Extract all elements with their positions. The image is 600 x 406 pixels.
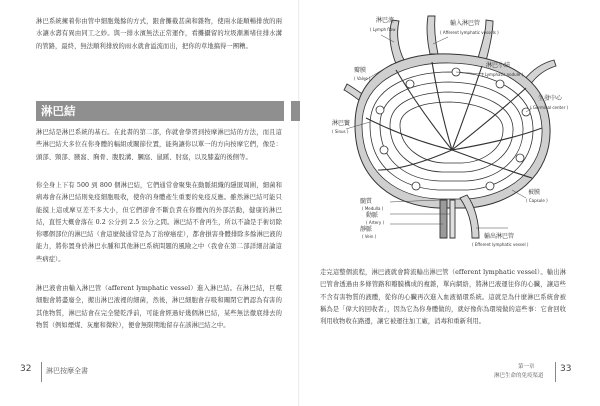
lymph-node-diagram [300,0,600,250]
label-valve: 瓣膜 [354,67,367,74]
label-sinus-en: ( Sinus ) [332,129,349,134]
cortex-pattern [362,63,542,199]
section-heading-bar [36,101,284,121]
label-lymph-flow: 淋巴流 [376,17,395,24]
label-artery: 動脈 [366,212,379,219]
right-body-paragraph: 走完這整個流程，淋巴液就會跨流輸出淋巴管（efferent lymphatic vessel）。輸出淋巴管會透過由多條管路和瓣膜構成的複雜，單向網絡，將淋巴液運往你的心臟，讓這些不含有害物質的液體，從你的心臟再次進入血液循環系統。這就是為什麼淋巴系統會被稱為是「偉大的回收者」，因為它為你身體做的，就好像你為環境做的這些事：它會回收利用收物收在路邊，讓它被運往加工廠，消毒和重新利用。 [320,269,566,326]
footer-divider-right [555,362,556,382]
label-lymph-nodule-en: ( Lymphatic nodule ) [482,72,524,77]
label-valve-en: ( Valve ) [354,76,371,81]
page-number-left: 32 [20,364,32,374]
label-efferent: 輸出淋巴管 [484,233,515,240]
footer-divider [41,362,42,382]
body-paragraph-2: 你全身上下有 500 到 800 個淋巴結，它們通常會聚集在動脈組織的隱匿周圍，細菌和病毒會在淋巴結則免疫細胞吸收，使你的身體產生重要的免疫反應。雖然淋巴結可能只能摸上這或摩豆差不多大小，但它們卻會不斷負責在你體內的外部活動，健康的淋巴結，直徑大概會落在 0.2 公分到 2.5 公分之間。淋巴結不會再生，所以不論是手術切除你哪個部位的淋巴結（會這麼做通常是為了治療癌症），都會損害身體排除多餘淋巴液的能力，將你置身於淋巴水腫和其他淋巴系統問題的風險之中（我會在第二部詳細討論這些病症）。 [36,182,282,263]
page-number-right: 33 [560,364,572,374]
label-capsule-en: ( Capsule ) [526,198,548,203]
label-lymph-nodule: 淋巴小結 [486,62,511,69]
label-lymph-flow-en: ( Lymph flow ) [370,27,399,32]
intro-paragraph: 淋巴系統擁着你由管中細胞幾餘的方式，跟會攤截甚菌和雜物，使兩水能順暢排放的兩水讓水壽有異由同工之妙。與一排水濱無法正常運作，看攤攝留的垃圾漸漸堵住排水溝的管路，最終，無法順利排放的雨水就會溢流而出，把你的草地搞得一團糟。 [36,18,282,50]
label-germinal-en: ( Germinal center ) [530,105,569,110]
body-paragraph-1: 淋巴結是淋巴系統的基石。在此書的第二部，你就會學習到按摩淋巴結的方法，而且這些淋巴結大多位在你身體的幅組或關節位置，能夠讓你以單一的方向按摩它們，像是：頭部、頸部、腋窩、胸骨、腹股溝、膕窩、鼠蹊、肘窩，以及膝蓋的後側等。 [36,129,282,161]
label-artery-en: ( Artery ) [366,220,385,225]
label-efferent-en: ( Efferent lymphatic vessel ) [472,242,529,247]
label-sinus: 淋巴竇 [332,120,351,127]
right-page [300,0,600,406]
chapter-line-2: 淋巴生命的免疫渠道 [494,373,544,379]
body-paragraph-3: 淋巴液會由輸入淋巴管（afferent lymphatic vessel）進入淋巴結。在淋巴結，巨噬細胞會將盡廢全，搬出淋巴液裡的細菌，然後，淋巴細胞會存吸和關閉它們認為有害的其他物質，淋巴結會在完全變乾淨前，可能會經過好幾個淋巴結，某些無法徹底排去的物質（例如煙煤、灰塵和微粒），便會無限期地留存在該淋巴結之中。 [36,285,282,329]
label-vein: 靜脈 [360,226,373,233]
label-capsule: 被膜 [528,189,541,196]
label-afferent: 輸入淋巴管 [450,20,481,27]
label-medulla: 髓質 [360,198,373,205]
label-afferent-en: ( Afferent lymphatic vessels ) [440,30,499,35]
book-title: 淋巴按摩全書 [46,367,88,375]
heading-bleed-tab [291,101,300,121]
label-medulla-en: ( Medulla ) [362,206,384,211]
label-germinal: 生發中心 [538,95,563,102]
label-vein-en: ( Vein ) [362,234,377,239]
chapter-line-1: 第一章 [518,364,535,370]
section-heading: 淋巴結 [41,104,76,118]
